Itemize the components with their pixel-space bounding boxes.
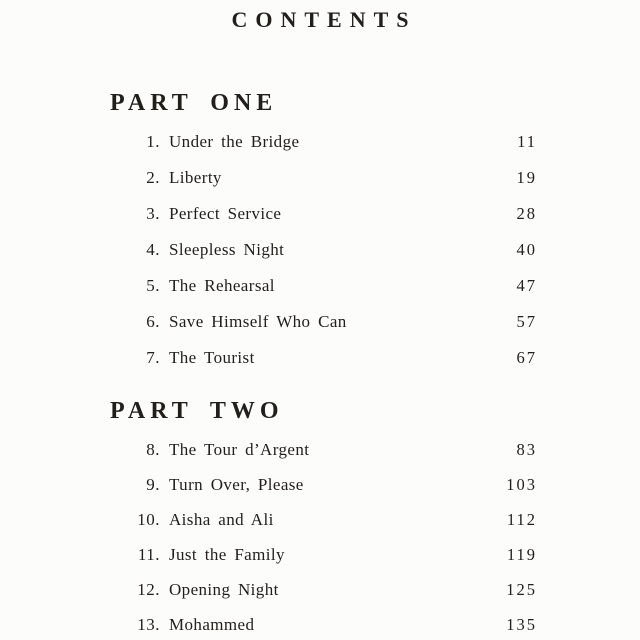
toc-entry: [110, 196, 537, 232]
section-heading: PART TWO: [110, 398, 284, 424]
entry-title: Mohammed: [169, 615, 255, 634]
entry-number: 2.: [146, 168, 160, 187]
toc-entry: [110, 160, 537, 196]
entry-title: Turn Over, Please: [169, 475, 304, 494]
toc-section: [0, 396, 640, 640]
entry-page-number: 40: [516, 240, 537, 259]
entry-number: 6.: [146, 312, 160, 331]
toc-entry: [110, 432, 537, 467]
entry-page-number: 28: [516, 204, 537, 223]
entry-title: Sleepless Night: [169, 240, 285, 259]
entry-page-number: 19: [516, 168, 537, 187]
entry-page-number: 103: [506, 475, 537, 494]
entry-title: The Tour d’Argent: [169, 440, 310, 459]
entry-number: 11.: [137, 545, 160, 564]
entry-title: Save Himself Who Can: [169, 312, 347, 331]
entry-page-number: 47: [516, 276, 537, 295]
toc-entry: [110, 572, 537, 607]
entry-number: 13.: [137, 615, 160, 634]
entry-number: 9.: [146, 475, 160, 494]
section-entries: [110, 124, 537, 376]
entry-page-number: 67: [516, 348, 537, 367]
toc-entry: [110, 340, 537, 376]
entry-title: Liberty: [169, 168, 222, 187]
toc-entry: [110, 502, 537, 537]
entry-title: Perfect Service: [169, 204, 282, 223]
toc-entry: [110, 467, 537, 502]
toc-entry: [110, 268, 537, 304]
entry-number: 4.: [146, 240, 160, 259]
toc-entry: [110, 304, 537, 340]
toc-entry: [110, 607, 537, 640]
entry-title: Just the Family: [169, 545, 285, 564]
entry-page-number: 11: [517, 132, 537, 151]
entry-title: The Tourist: [169, 348, 255, 367]
entry-page-number: 125: [506, 580, 537, 599]
entry-page-number: 119: [506, 545, 537, 564]
entry-page-number: 57: [516, 312, 537, 331]
entry-title: Aisha and Ali: [169, 510, 274, 529]
entry-number: 1.: [146, 132, 160, 151]
entry-number: 12.: [137, 580, 160, 599]
entry-number: 8.: [146, 440, 160, 459]
entry-title: Opening Night: [169, 580, 279, 599]
toc-entry: [110, 124, 537, 160]
entry-page-number: 83: [516, 440, 537, 459]
entry-number: 3.: [146, 204, 160, 223]
entry-number: 5.: [146, 276, 160, 295]
entry-title: Under the Bridge: [169, 132, 300, 151]
section-heading: PART ONE: [110, 90, 278, 116]
entry-page-number: 112: [506, 510, 537, 529]
page-title: CONTENTS: [231, 7, 417, 32]
entry-number: 10.: [137, 510, 160, 529]
section-entries: [110, 432, 537, 640]
toc-entry: [110, 537, 537, 572]
toc-sections: [0, 88, 640, 640]
entry-title: The Rehearsal: [169, 276, 275, 295]
entry-number: 7.: [146, 348, 160, 367]
toc-entry: [110, 232, 537, 268]
toc-section: [0, 88, 640, 376]
entry-page-number: 135: [506, 615, 537, 634]
